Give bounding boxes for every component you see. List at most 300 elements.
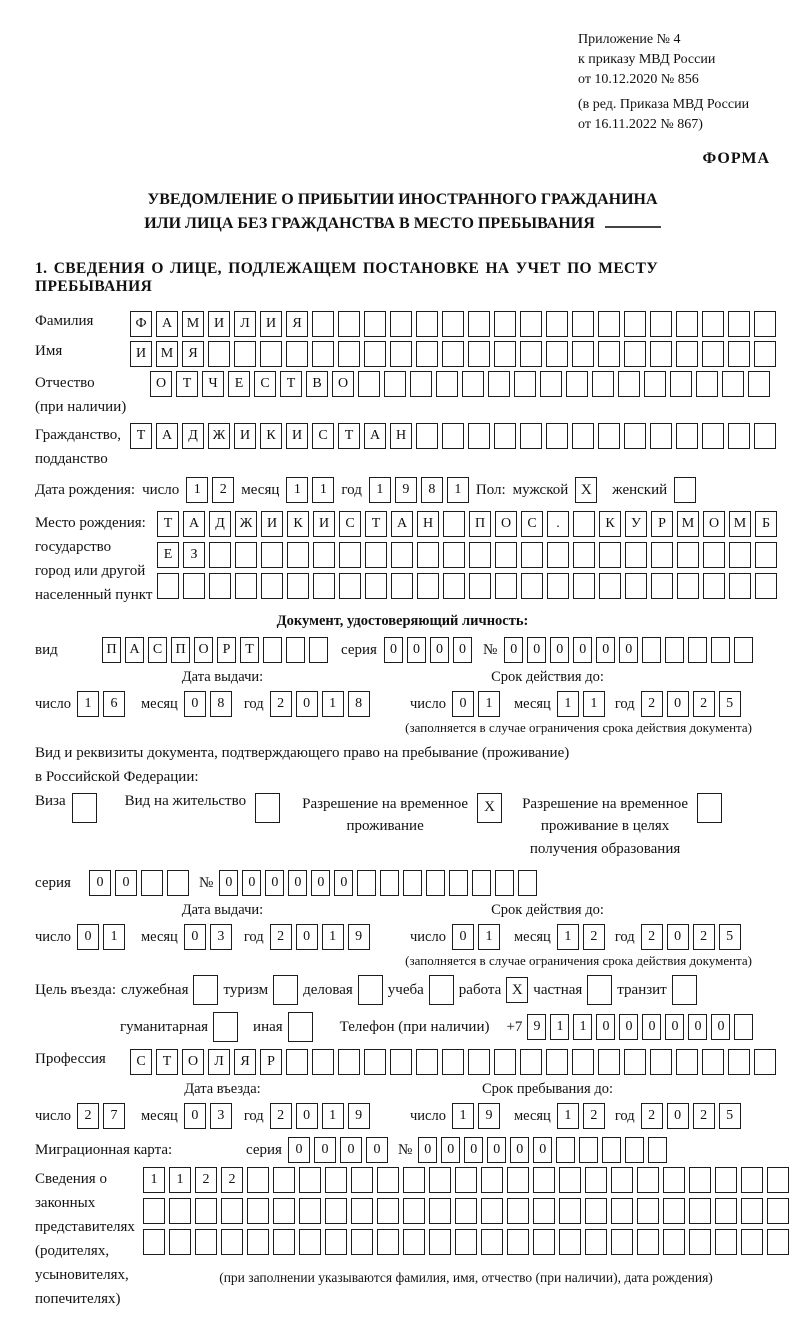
char-cell[interactable]: 0 — [527, 637, 546, 663]
char-cell[interactable] — [665, 637, 684, 663]
char-cell[interactable]: 8 — [210, 691, 232, 717]
char-cell[interactable] — [676, 1049, 698, 1075]
char-cell[interactable] — [338, 311, 360, 337]
char-cell[interactable] — [722, 371, 744, 397]
char-cell[interactable] — [384, 371, 406, 397]
char-cell[interactable]: 0 — [334, 870, 353, 896]
char-cell[interactable] — [481, 1229, 503, 1255]
char-cell[interactable]: Я — [286, 311, 308, 337]
char-cell[interactable]: Д — [209, 511, 231, 537]
char-cell[interactable] — [703, 573, 725, 599]
char-cell[interactable] — [547, 573, 569, 599]
char-cell[interactable] — [339, 542, 361, 568]
char-cell[interactable]: 6 — [103, 691, 125, 717]
char-cell[interactable]: Р — [260, 1049, 282, 1075]
char-cell[interactable]: С — [312, 423, 334, 449]
purpose-business-checkbox[interactable] — [358, 975, 383, 1005]
char-cell[interactable]: 1 — [143, 1167, 165, 1193]
char-cell[interactable] — [495, 573, 517, 599]
char-cell[interactable] — [481, 1198, 503, 1224]
char-cell[interactable]: 0 — [340, 1137, 362, 1163]
char-cell[interactable] — [351, 1198, 373, 1224]
char-cell[interactable]: 1 — [550, 1014, 569, 1040]
char-cell[interactable] — [650, 311, 672, 337]
char-cell[interactable] — [488, 371, 510, 397]
char-cell[interactable]: С — [148, 637, 167, 663]
char-cell[interactable]: 0 — [550, 637, 569, 663]
char-cell[interactable]: М — [729, 511, 751, 537]
char-cell[interactable]: 0 — [667, 924, 689, 950]
char-cell[interactable]: 1 — [478, 691, 500, 717]
char-cell[interactable] — [364, 1049, 386, 1075]
sex-male-checkbox[interactable]: X — [575, 477, 597, 503]
char-cell[interactable]: 0 — [184, 691, 206, 717]
char-cell[interactable] — [208, 341, 230, 367]
char-cell[interactable] — [390, 311, 412, 337]
char-cell[interactable] — [546, 341, 568, 367]
char-cell[interactable]: П — [171, 637, 190, 663]
char-cell[interactable] — [442, 311, 464, 337]
char-cell[interactable] — [637, 1198, 659, 1224]
char-cell[interactable]: 0 — [596, 1014, 615, 1040]
char-cell[interactable] — [573, 511, 595, 537]
char-cell[interactable] — [312, 311, 334, 337]
char-cell[interactable] — [234, 341, 256, 367]
char-cell[interactable]: 0 — [667, 1103, 689, 1129]
char-cell[interactable] — [729, 542, 751, 568]
char-cell[interactable] — [644, 371, 666, 397]
char-cell[interactable] — [514, 371, 536, 397]
char-cell[interactable] — [377, 1229, 399, 1255]
char-cell[interactable]: Я — [182, 341, 204, 367]
char-cell[interactable]: 0 — [441, 1137, 460, 1163]
char-cell[interactable]: А — [125, 637, 144, 663]
char-cell[interactable] — [299, 1229, 321, 1255]
char-cell[interactable] — [642, 637, 661, 663]
temp-permit-edu-checkbox[interactable] — [697, 793, 722, 823]
char-cell[interactable]: И — [234, 423, 256, 449]
char-cell[interactable]: 9 — [478, 1103, 500, 1129]
char-cell[interactable]: К — [260, 423, 282, 449]
char-cell[interactable]: 0 — [288, 1137, 310, 1163]
char-cell[interactable]: К — [599, 511, 621, 537]
char-cell[interactable] — [260, 341, 282, 367]
char-cell[interactable] — [715, 1167, 737, 1193]
char-cell[interactable]: 0 — [288, 870, 307, 896]
char-cell[interactable] — [533, 1167, 555, 1193]
char-cell[interactable]: 2 — [641, 691, 663, 717]
char-cell[interactable] — [741, 1167, 763, 1193]
char-cell[interactable]: И — [260, 311, 282, 337]
char-cell[interactable] — [313, 542, 335, 568]
char-cell[interactable]: 2 — [270, 691, 292, 717]
char-cell[interactable]: 0 — [242, 870, 261, 896]
char-cell[interactable]: Т — [280, 371, 302, 397]
char-cell[interactable] — [364, 311, 386, 337]
char-cell[interactable]: 9 — [395, 477, 417, 503]
char-cell[interactable] — [312, 341, 334, 367]
char-cell[interactable]: Л — [208, 1049, 230, 1075]
char-cell[interactable]: 0 — [667, 691, 689, 717]
char-cell[interactable]: О — [332, 371, 354, 397]
char-cell[interactable] — [455, 1198, 477, 1224]
char-cell[interactable] — [651, 542, 673, 568]
char-cell[interactable] — [169, 1198, 191, 1224]
char-cell[interactable] — [495, 542, 517, 568]
char-cell[interactable] — [625, 1137, 644, 1163]
char-cell[interactable]: 1 — [583, 691, 605, 717]
char-cell[interactable] — [754, 341, 776, 367]
char-cell[interactable] — [436, 371, 458, 397]
char-cell[interactable]: С — [339, 511, 361, 537]
char-cell[interactable]: Н — [390, 423, 412, 449]
char-cell[interactable] — [703, 542, 725, 568]
char-cell[interactable] — [462, 371, 484, 397]
char-cell[interactable] — [169, 1229, 191, 1255]
char-cell[interactable] — [637, 1229, 659, 1255]
char-cell[interactable] — [650, 341, 672, 367]
char-cell[interactable]: 1 — [322, 691, 344, 717]
char-cell[interactable]: 0 — [430, 637, 449, 663]
char-cell[interactable]: 0 — [296, 924, 318, 950]
char-cell[interactable] — [299, 1198, 321, 1224]
char-cell[interactable] — [221, 1229, 243, 1255]
char-cell[interactable] — [754, 423, 776, 449]
char-cell[interactable] — [540, 371, 562, 397]
char-cell[interactable] — [572, 1049, 594, 1075]
char-cell[interactable]: С — [521, 511, 543, 537]
char-cell[interactable] — [195, 1198, 217, 1224]
char-cell[interactable]: 1 — [322, 924, 344, 950]
char-cell[interactable] — [313, 573, 335, 599]
char-cell[interactable] — [263, 637, 282, 663]
char-cell[interactable] — [625, 573, 647, 599]
char-cell[interactable] — [426, 870, 445, 896]
char-cell[interactable] — [556, 1137, 575, 1163]
char-cell[interactable] — [247, 1229, 269, 1255]
char-cell[interactable] — [676, 423, 698, 449]
char-cell[interactable]: 1 — [573, 1014, 592, 1040]
char-cell[interactable]: П — [469, 511, 491, 537]
char-cell[interactable] — [468, 341, 490, 367]
char-cell[interactable]: 0 — [184, 924, 206, 950]
char-cell[interactable]: 2 — [583, 1103, 605, 1129]
char-cell[interactable]: 0 — [366, 1137, 388, 1163]
char-cell[interactable] — [357, 870, 376, 896]
char-cell[interactable] — [676, 311, 698, 337]
char-cell[interactable]: 0 — [464, 1137, 483, 1163]
char-cell[interactable]: 0 — [452, 924, 474, 950]
char-cell[interactable]: Т — [338, 423, 360, 449]
char-cell[interactable] — [559, 1229, 581, 1255]
char-cell[interactable] — [481, 1167, 503, 1193]
char-cell[interactable]: 0 — [688, 1014, 707, 1040]
char-cell[interactable] — [391, 573, 413, 599]
char-cell[interactable] — [261, 573, 283, 599]
char-cell[interactable] — [729, 573, 751, 599]
char-cell[interactable] — [143, 1229, 165, 1255]
char-cell[interactable] — [741, 1229, 763, 1255]
purpose-transit-checkbox[interactable] — [672, 975, 697, 1005]
char-cell[interactable] — [715, 1198, 737, 1224]
char-cell[interactable]: А — [183, 511, 205, 537]
char-cell[interactable] — [287, 573, 309, 599]
purpose-private-checkbox[interactable] — [587, 975, 612, 1005]
char-cell[interactable] — [598, 1049, 620, 1075]
char-cell[interactable] — [767, 1198, 789, 1224]
char-cell[interactable]: Е — [228, 371, 250, 397]
char-cell[interactable] — [507, 1229, 529, 1255]
char-cell[interactable] — [338, 341, 360, 367]
char-cell[interactable]: 0 — [311, 870, 330, 896]
char-cell[interactable] — [416, 423, 438, 449]
char-cell[interactable] — [403, 870, 422, 896]
char-cell[interactable]: 1 — [447, 477, 469, 503]
char-cell[interactable]: 0 — [573, 637, 592, 663]
char-cell[interactable] — [702, 1049, 724, 1075]
char-cell[interactable] — [618, 371, 640, 397]
char-cell[interactable]: 2 — [270, 924, 292, 950]
char-cell[interactable] — [443, 511, 465, 537]
char-cell[interactable] — [677, 542, 699, 568]
char-cell[interactable]: 0 — [296, 691, 318, 717]
char-cell[interactable] — [468, 1049, 490, 1075]
char-cell[interactable]: 5 — [719, 924, 741, 950]
char-cell[interactable] — [312, 1049, 334, 1075]
char-cell[interactable] — [494, 423, 516, 449]
char-cell[interactable]: 1 — [452, 1103, 474, 1129]
purpose-tourism-checkbox[interactable] — [273, 975, 298, 1005]
char-cell[interactable]: З — [183, 542, 205, 568]
char-cell[interactable]: Ч — [202, 371, 224, 397]
char-cell[interactable]: 0 — [711, 1014, 730, 1040]
char-cell[interactable] — [767, 1229, 789, 1255]
char-cell[interactable] — [520, 341, 542, 367]
char-cell[interactable] — [286, 341, 308, 367]
char-cell[interactable] — [325, 1229, 347, 1255]
char-cell[interactable]: О — [703, 511, 725, 537]
char-cell[interactable]: Я — [234, 1049, 256, 1075]
char-cell[interactable]: 0 — [619, 637, 638, 663]
char-cell[interactable] — [702, 341, 724, 367]
char-cell[interactable] — [273, 1229, 295, 1255]
char-cell[interactable]: 2 — [693, 924, 715, 950]
char-cell[interactable] — [494, 1049, 516, 1075]
char-cell[interactable]: 0 — [384, 637, 403, 663]
char-cell[interactable] — [390, 341, 412, 367]
char-cell[interactable] — [755, 573, 777, 599]
char-cell[interactable]: 1 — [169, 1167, 191, 1193]
char-cell[interactable] — [566, 371, 588, 397]
char-cell[interactable] — [677, 573, 699, 599]
char-cell[interactable] — [663, 1198, 685, 1224]
char-cell[interactable] — [573, 573, 595, 599]
char-cell[interactable]: А — [156, 423, 178, 449]
char-cell[interactable] — [598, 423, 620, 449]
char-cell[interactable]: 0 — [533, 1137, 552, 1163]
char-cell[interactable]: П — [102, 637, 121, 663]
char-cell[interactable] — [443, 573, 465, 599]
char-cell[interactable] — [546, 423, 568, 449]
char-cell[interactable] — [455, 1167, 477, 1193]
char-cell[interactable] — [663, 1167, 685, 1193]
char-cell[interactable]: 2 — [583, 924, 605, 950]
purpose-work-checkbox[interactable]: X — [506, 977, 528, 1003]
char-cell[interactable] — [442, 341, 464, 367]
char-cell[interactable] — [209, 573, 231, 599]
char-cell[interactable] — [688, 637, 707, 663]
char-cell[interactable]: 5 — [719, 1103, 741, 1129]
char-cell[interactable]: И — [130, 341, 152, 367]
char-cell[interactable] — [663, 1229, 685, 1255]
char-cell[interactable]: 2 — [212, 477, 234, 503]
char-cell[interactable]: 1 — [103, 924, 125, 950]
char-cell[interactable] — [728, 311, 750, 337]
char-cell[interactable] — [518, 870, 537, 896]
char-cell[interactable] — [442, 423, 464, 449]
temp-permit-checkbox[interactable]: X — [477, 793, 502, 823]
char-cell[interactable] — [507, 1198, 529, 1224]
char-cell[interactable]: Ж — [208, 423, 230, 449]
char-cell[interactable] — [417, 573, 439, 599]
char-cell[interactable] — [689, 1229, 711, 1255]
visa-checkbox[interactable] — [72, 793, 97, 823]
char-cell[interactable]: 0 — [407, 637, 426, 663]
char-cell[interactable]: 0 — [418, 1137, 437, 1163]
char-cell[interactable]: О — [182, 1049, 204, 1075]
char-cell[interactable] — [468, 311, 490, 337]
char-cell[interactable]: 0 — [452, 691, 474, 717]
char-cell[interactable] — [573, 542, 595, 568]
char-cell[interactable] — [351, 1167, 373, 1193]
char-cell[interactable] — [689, 1167, 711, 1193]
char-cell[interactable]: О — [495, 511, 517, 537]
char-cell[interactable]: 1 — [312, 477, 334, 503]
char-cell[interactable] — [572, 341, 594, 367]
char-cell[interactable] — [390, 1049, 412, 1075]
char-cell[interactable]: 1 — [77, 691, 99, 717]
char-cell[interactable]: Д — [182, 423, 204, 449]
char-cell[interactable]: 3 — [210, 924, 232, 950]
char-cell[interactable] — [728, 423, 750, 449]
char-cell[interactable] — [143, 1198, 165, 1224]
char-cell[interactable]: 0 — [504, 637, 523, 663]
char-cell[interactable]: 0 — [115, 870, 137, 896]
char-cell[interactable]: Р — [217, 637, 236, 663]
char-cell[interactable]: 0 — [265, 870, 284, 896]
char-cell[interactable] — [429, 1229, 451, 1255]
char-cell[interactable] — [728, 341, 750, 367]
char-cell[interactable] — [559, 1198, 581, 1224]
char-cell[interactable] — [416, 1049, 438, 1075]
char-cell[interactable] — [651, 573, 673, 599]
char-cell[interactable]: 0 — [314, 1137, 336, 1163]
char-cell[interactable] — [592, 371, 614, 397]
char-cell[interactable]: Т — [176, 371, 198, 397]
char-cell[interactable]: В — [306, 371, 328, 397]
char-cell[interactable]: 2 — [641, 924, 663, 950]
char-cell[interactable]: К — [287, 511, 309, 537]
char-cell[interactable] — [625, 542, 647, 568]
char-cell[interactable] — [715, 1229, 737, 1255]
char-cell[interactable] — [572, 311, 594, 337]
char-cell[interactable]: Б — [755, 511, 777, 537]
char-cell[interactable] — [325, 1198, 347, 1224]
char-cell[interactable] — [299, 1167, 321, 1193]
char-cell[interactable] — [339, 573, 361, 599]
char-cell[interactable] — [520, 311, 542, 337]
char-cell[interactable]: 1 — [286, 477, 308, 503]
char-cell[interactable] — [689, 1198, 711, 1224]
purpose-official-checkbox[interactable] — [193, 975, 218, 1005]
char-cell[interactable] — [455, 1229, 477, 1255]
char-cell[interactable] — [167, 870, 189, 896]
char-cell[interactable]: О — [194, 637, 213, 663]
char-cell[interactable] — [380, 870, 399, 896]
char-cell[interactable] — [494, 341, 516, 367]
char-cell[interactable] — [624, 1049, 646, 1075]
char-cell[interactable] — [602, 1137, 621, 1163]
char-cell[interactable] — [469, 542, 491, 568]
char-cell[interactable] — [579, 1137, 598, 1163]
char-cell[interactable] — [741, 1198, 763, 1224]
char-cell[interactable] — [533, 1229, 555, 1255]
char-cell[interactable]: 1 — [186, 477, 208, 503]
char-cell[interactable]: М — [182, 311, 204, 337]
char-cell[interactable] — [585, 1198, 607, 1224]
char-cell[interactable] — [711, 637, 730, 663]
sex-female-checkbox[interactable] — [674, 477, 696, 503]
char-cell[interactable] — [429, 1167, 451, 1193]
char-cell[interactable] — [521, 542, 543, 568]
char-cell[interactable]: Ж — [235, 511, 257, 537]
char-cell[interactable] — [221, 1198, 243, 1224]
char-cell[interactable] — [416, 341, 438, 367]
char-cell[interactable] — [273, 1167, 295, 1193]
char-cell[interactable] — [599, 573, 621, 599]
char-cell[interactable]: 0 — [453, 637, 472, 663]
char-cell[interactable]: Р — [651, 511, 673, 537]
char-cell[interactable] — [183, 573, 205, 599]
char-cell[interactable]: 0 — [642, 1014, 661, 1040]
char-cell[interactable] — [235, 542, 257, 568]
char-cell[interactable] — [521, 573, 543, 599]
char-cell[interactable]: О — [150, 371, 172, 397]
char-cell[interactable] — [702, 311, 724, 337]
char-cell[interactable] — [546, 1049, 568, 1075]
char-cell[interactable] — [338, 1049, 360, 1075]
char-cell[interactable]: 8 — [348, 691, 370, 717]
char-cell[interactable] — [702, 423, 724, 449]
char-cell[interactable]: 9 — [527, 1014, 546, 1040]
residence-permit-checkbox[interactable] — [255, 793, 280, 823]
char-cell[interactable]: Ф — [130, 311, 152, 337]
char-cell[interactable] — [754, 1049, 776, 1075]
purpose-study-checkbox[interactable] — [429, 975, 454, 1005]
char-cell[interactable] — [273, 1198, 295, 1224]
char-cell[interactable] — [767, 1167, 789, 1193]
char-cell[interactable] — [235, 573, 257, 599]
char-cell[interactable] — [585, 1167, 607, 1193]
char-cell[interactable]: 0 — [184, 1103, 206, 1129]
char-cell[interactable] — [410, 371, 432, 397]
char-cell[interactable]: 1 — [369, 477, 391, 503]
char-cell[interactable]: Н — [417, 511, 439, 537]
char-cell[interactable]: Т — [156, 1049, 178, 1075]
char-cell[interactable]: Т — [157, 511, 179, 537]
char-cell[interactable] — [754, 311, 776, 337]
char-cell[interactable]: 0 — [510, 1137, 529, 1163]
